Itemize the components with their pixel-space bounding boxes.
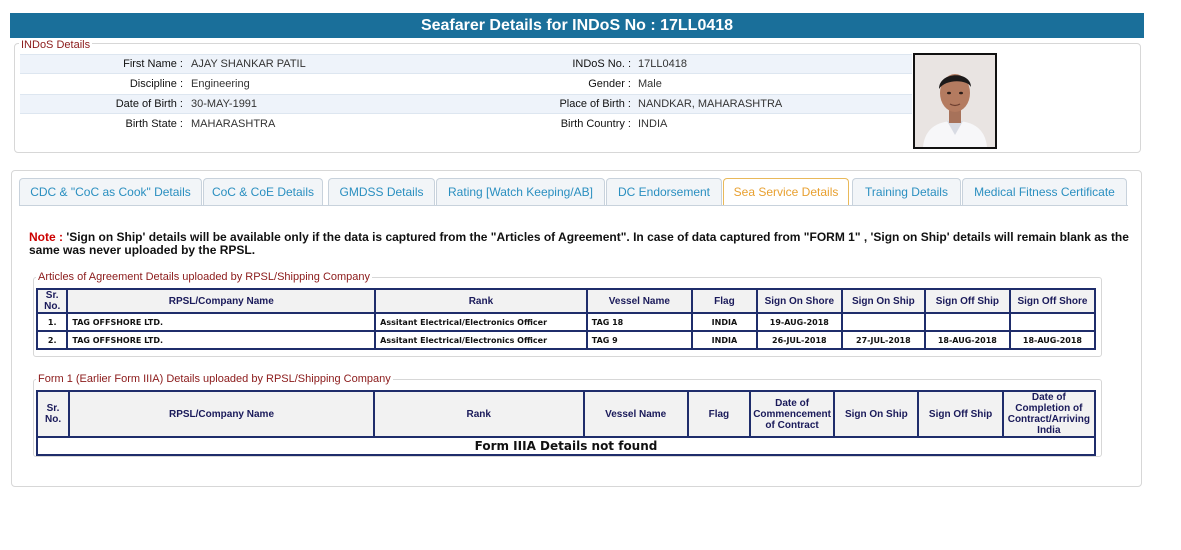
col-rpsl-company-name: RPSL/Company Name: [69, 391, 374, 437]
cell-vessel: TAG 9: [587, 331, 692, 349]
cell-company: TAG OFFSHORE LTD.: [67, 331, 375, 349]
col-sign-on-ship: Sign On Ship: [834, 391, 918, 437]
cell-sign-on-shore: 26-JUL-2018: [757, 331, 842, 349]
tab-underline: [19, 205, 1128, 206]
col-date-of-commencement: Date of Commencement of Contract: [750, 391, 834, 437]
form1-table: [36, 390, 1096, 456]
tab-rating-watch-keeping[interactable]: Rating [Watch Keeping/AB]: [436, 178, 605, 205]
cell-sign-off-ship: [925, 313, 1010, 331]
col-sign-off-ship: Sign Off Ship: [925, 289, 1010, 313]
birth-state-value: MAHARASHTRA: [191, 118, 276, 130]
tab-training-details[interactable]: Training Details: [852, 178, 961, 205]
indos-no-label: INDoS No. :: [572, 58, 631, 70]
info-row-1: [20, 54, 912, 74]
col-rpsl-company-name: RPSL/Company Name: [67, 289, 375, 313]
cell-sign-on-ship: [842, 313, 925, 331]
seafarer-photo: [913, 53, 997, 149]
articles-legend: Articles of Agreement Details uploaded by RPSL/Shipping Company: [38, 271, 371, 283]
page-title: Seafarer Details for INDoS No : 17LL0418: [10, 13, 1144, 38]
sea-service-note: [29, 231, 1129, 257]
col-vessel-name: Vessel Name: [587, 289, 692, 313]
discipline-label: Discipline :: [129, 78, 183, 90]
form1-section: [33, 373, 1102, 457]
articles-header-row: [37, 289, 1095, 313]
cell-sr-no: 2.: [37, 331, 67, 349]
col-flag: Flag: [692, 289, 757, 313]
col-sign-off-ship: Sign Off Ship: [918, 391, 1002, 437]
indos-details-panel: [14, 39, 1141, 153]
cell-vessel: TAG 18: [587, 313, 692, 331]
col-sign-on-shore: Sign On Shore: [757, 289, 842, 313]
cell-sign-off-shore: [1010, 313, 1095, 331]
cell-company: TAG OFFSHORE LTD.: [67, 313, 375, 331]
table-row: [37, 437, 1095, 455]
table-row: [37, 313, 1095, 331]
birth-state-label: Birth State :: [125, 118, 183, 130]
form1-header-row: [37, 391, 1095, 437]
place-of-birth-label: Place of Birth :: [559, 98, 631, 110]
tab-dc-endorsement[interactable]: DC Endorsement: [606, 178, 722, 205]
dob-value: 30-MAY-1991: [191, 98, 258, 110]
gender-label: Gender :: [588, 78, 631, 90]
cell-sr-no: 1.: [37, 313, 67, 331]
cell-rank: Assitant Electrical/Electronics Officer: [375, 331, 587, 349]
note-prefix: Note :: [29, 230, 63, 244]
table-row: [37, 331, 1095, 349]
dob-label: Date of Birth :: [115, 98, 183, 110]
indos-details-legend: INDoS Details: [21, 39, 91, 51]
col-date-of-completion: Date of Completion of Contract/Arriving India: [1003, 391, 1095, 437]
col-flag: Flag: [688, 391, 750, 437]
birth-country-value: INDIA: [638, 118, 668, 130]
cell-sign-off-shore: 18-AUG-2018: [1010, 331, 1095, 349]
col-sign-on-ship: Sign On Ship: [842, 289, 925, 313]
gender-value: Male: [638, 78, 662, 90]
first-name-value: AJAY SHANKAR PATIL: [191, 58, 306, 70]
articles-table: [36, 288, 1096, 350]
col-sr-no: Sr. No.: [37, 391, 69, 437]
info-row-3: [20, 94, 912, 114]
indos-no-value: 17LL0418: [638, 58, 687, 70]
cell-sign-on-shore: 19-AUG-2018: [757, 313, 842, 331]
form1-not-found-message: Form IIIA Details not found: [37, 437, 1095, 455]
details-panel: [11, 170, 1142, 487]
tab-cdc-details[interactable]: CDC & "CoC as Cook" Details: [19, 178, 202, 205]
info-row-2: [20, 74, 912, 94]
cell-sign-off-ship: 18-AUG-2018: [925, 331, 1010, 349]
birth-country-label: Birth Country :: [560, 118, 631, 130]
col-rank: Rank: [375, 289, 587, 313]
form1-legend: Form 1 (Earlier Form IIIA) Details uploaded by RPSL/Shipping Company: [38, 373, 391, 385]
note-text: 'Sign on Ship' details will be available only if the data is captured from the "Articles of Agreement". In case of data captured from "FORM 1" , 'Sign on Ship' details will remain blank as the same was never uploaded by the RPSL.: [29, 230, 1129, 257]
cell-flag: INDIA: [692, 331, 757, 349]
col-rank: Rank: [374, 391, 584, 437]
place-of-birth-value: NANDKAR, MAHARASHTRA: [638, 98, 783, 110]
col-sr-no: Sr. No.: [37, 289, 67, 313]
tab-coc-coe-details[interactable]: CoC & CoE Details: [203, 178, 323, 205]
info-row-4: [20, 114, 912, 134]
cell-sign-on-ship: 27-JUL-2018: [842, 331, 925, 349]
col-sign-off-shore: Sign Off Shore: [1010, 289, 1095, 313]
first-name-label: First Name :: [123, 58, 183, 70]
tab-medical-fitness-certificate[interactable]: Medical Fitness Certificate: [962, 178, 1127, 205]
col-vessel-name: Vessel Name: [584, 391, 688, 437]
tab-gmdss-details[interactable]: GMDSS Details: [328, 178, 435, 205]
tab-sea-service-details[interactable]: Sea Service Details: [723, 178, 849, 206]
discipline-value: Engineering: [191, 78, 250, 90]
articles-section: [33, 271, 1102, 357]
cell-rank: Assitant Electrical/Electronics Officer: [375, 313, 587, 331]
cell-flag: INDIA: [692, 313, 757, 331]
